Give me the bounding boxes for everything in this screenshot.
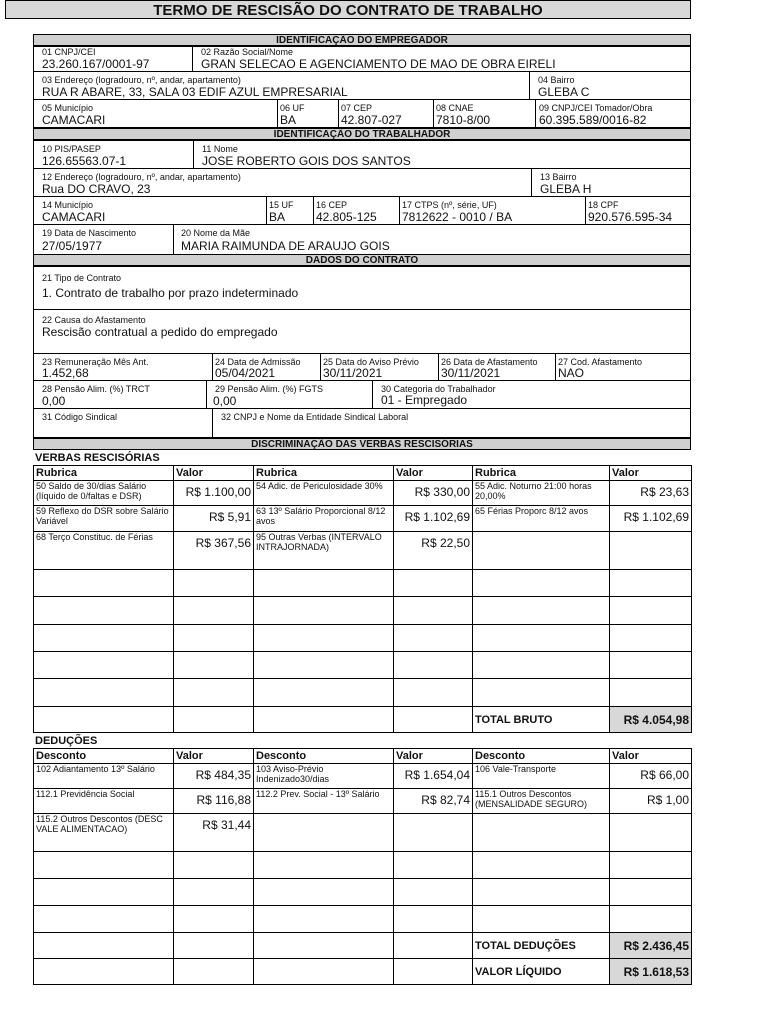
field-bairro-empregador: 04 Bairro GLEBA C	[529, 71, 691, 100]
col-valor: Valor	[394, 749, 473, 764]
col-valor: Valor	[174, 466, 254, 481]
deducoes-table	[33, 748, 692, 985]
empty-row	[34, 597, 692, 625]
field-data-admissao: 24 Data de Admissão 05/04/2021	[212, 353, 321, 381]
valor-cell: R$ 484,35	[174, 764, 254, 789]
desconto-cell: 115.1 Outros Descontos (MENSALIDADE SEGURO)	[473, 789, 610, 814]
col-valor: Valor	[174, 749, 254, 764]
empty-row	[34, 679, 692, 707]
field-causa-afastamento: 22 Causa do Afastamento Rescisão contratual a pedido do empregado	[33, 309, 691, 354]
section-verbas: DISCRIMINAÇÃO DAS VERBAS RESCISÓRIAS	[33, 438, 691, 450]
table-row	[34, 481, 692, 506]
field-razao-social: 02 Razão Social/Nome GRAN SELECAO E AGENCIAMENTO DE MAO DE OBRA EIRELI	[192, 46, 691, 72]
col-rubrica: Rubrica	[34, 466, 174, 481]
valor-cell: R$ 116,88	[174, 789, 254, 814]
total-bruto-value: R$ 4.054,98	[610, 707, 692, 733]
rubrica-cell: 55 Adic. Noturno 21:00 horas 20,00%	[473, 481, 610, 506]
rubrica-cell: 63 13º Salário Proporcional 8/12 avos	[254, 506, 394, 532]
valor-cell: R$ 22,50	[394, 532, 473, 570]
field-municipio-empregador: 05 Município CAMACARI	[33, 99, 278, 128]
deducoes-header-row	[34, 749, 692, 764]
verbas-header-row	[34, 466, 692, 481]
field-categoria: 30 Categoria do Trabalhador 01 - Empregado	[372, 380, 691, 409]
field-pensao-fgts: 29 Pensão Alim. (%) FGTS 0,00	[206, 380, 373, 409]
empty-row	[34, 879, 692, 906]
col-valor: Valor	[394, 466, 473, 481]
field-cod-afastamento: 27 Cod. Afastamento NAO	[555, 353, 691, 381]
field-tipo-contrato: 21 Tipo de Contrato 1. Contrato de trabalho por prazo indeterminado	[33, 266, 691, 310]
field-codigo-sindical: 31 Código Sindical	[33, 408, 213, 438]
field-uf-empregador: 06 UF BA	[277, 99, 339, 128]
field-nome-trabalhador: 11 Nome JOSE ROBERTO GOIS DOS SANTOS	[193, 140, 691, 169]
rubrica-cell	[473, 532, 610, 570]
field-pensao-trct: 28 Pensão Alim. (%) TRCT 0,00	[33, 380, 207, 409]
col-desconto: Desconto	[254, 749, 394, 764]
verbas-subtitle: VERBAS RESCISÓRIAS	[35, 452, 160, 464]
desconto-cell: 115.2 Outros Descontos (DESC VALE ALIMENTACAO)	[34, 814, 174, 852]
field-pis: 10 PIS/PASEP 126.65563.07-1	[33, 140, 194, 169]
desconto-cell	[254, 814, 394, 852]
valor-cell: R$ 82,74	[394, 789, 473, 814]
desconto-cell	[473, 814, 610, 852]
section-contrato: DADOS DO CONTRATO	[33, 254, 691, 266]
verbas-table	[33, 465, 692, 733]
empty-row	[34, 625, 692, 652]
total-bruto-row	[34, 707, 692, 733]
col-desconto: Desconto	[473, 749, 610, 764]
valor-cell: R$ 31,44	[174, 814, 254, 852]
empty-row	[34, 652, 692, 679]
col-valor: Valor	[610, 466, 692, 481]
total-deducoes-row	[34, 933, 692, 959]
rubrica-cell: 59 Reflexo do DSR sobre Salário Variável	[34, 506, 174, 532]
valor-cell: R$ 23,63	[610, 481, 692, 506]
valor-cell: R$ 1.100,00	[174, 481, 254, 506]
valor-liquido-label: VALOR LÍQUIDO	[473, 959, 610, 985]
field-endereco-trabalhador: 12 Endereço (logradouro, nº, andar, apartamento) Rua DO CRAVO, 23	[33, 168, 532, 197]
field-cnpj: 01 CNPJ/CEI 23.260.167/0001-97	[33, 46, 193, 72]
valor-cell	[394, 814, 473, 852]
field-cpf: 18 CPF 920.576.595-34	[585, 196, 691, 225]
table-row	[34, 506, 692, 532]
section-trabalhador: IDENTIFICAÇÃO DO TRABALHADOR	[33, 128, 691, 140]
field-ctps: 17 CTPS (nº, série, UF) 7812622 - 0010 / BA	[399, 196, 586, 225]
empty-row	[34, 906, 692, 933]
valor-cell: R$ 330,00	[394, 481, 473, 506]
table-row	[34, 764, 692, 789]
empty-row	[34, 852, 692, 879]
field-cnae: 08 CNAE 7810-8/00	[433, 99, 536, 128]
desconto-cell: 102 Adiantamento 13º Salário	[34, 764, 174, 789]
field-bairro-trabalhador: 13 Bairro GLEBA H	[531, 168, 691, 197]
valor-cell: R$ 1.102,69	[394, 506, 473, 532]
total-deducoes-value: R$ 2.436,45	[610, 933, 692, 959]
valor-cell: R$ 1,00	[610, 789, 692, 814]
field-nome-mae: 20 Nome da Mãe MARIA RAIMUNDA DE ARAUJO GOIS	[173, 224, 691, 255]
desconto-cell: 112.2 Prev. Social - 13º Salário	[254, 789, 394, 814]
field-municipio-trabalhador: 14 Município CAMACARI	[33, 196, 267, 225]
desconto-cell: 103 Aviso-Prévio Indenizado30/dias	[254, 764, 394, 789]
col-rubrica: Rubrica	[473, 466, 610, 481]
field-uf-trabalhador: 15 UF BA	[266, 196, 314, 225]
field-data-aviso: 25 Data do Aviso Prévio 30/11/2021	[320, 353, 439, 381]
valor-liquido-row	[34, 959, 692, 985]
valor-liquido-value: R$ 1.618,53	[610, 959, 692, 985]
valor-cell: R$ 1.654,04	[394, 764, 473, 789]
valor-cell: R$ 5,91	[174, 506, 254, 532]
field-cep-trabalhador: 16 CEP 42.805-125	[313, 196, 400, 225]
rubrica-cell: 50 Saldo de 30/dias Salário (líquido de 0/faltas e DSR)	[34, 481, 174, 506]
valor-cell	[610, 532, 692, 570]
rubrica-cell: 54 Adic. de Periculosidade 30%	[254, 481, 394, 506]
total-bruto-label: TOTAL BRUTO	[473, 707, 610, 733]
field-cnpj-tomador: 09 CNPJ/CEI Tomador/Obra 60.395.589/0016-82	[535, 99, 691, 128]
field-endereco-empregador: 03 Endereço (logradouro, nº, andar, apartamento) RUA R ABARE, 33, SALA 03 EDIF AZUL EMPRESARIAL	[33, 71, 530, 100]
rubrica-cell: 65 Férias Proporc 8/12 avos	[473, 506, 610, 532]
table-row	[34, 789, 692, 814]
desconto-cell: 106 Vale-Transporte	[473, 764, 610, 789]
empty-row	[34, 570, 692, 597]
table-row	[34, 532, 692, 570]
valor-cell: R$ 66,00	[610, 764, 692, 789]
valor-cell	[610, 814, 692, 852]
form-title: TERMO DE RESCISÃO DO CONTRATO DE TRABALHO	[5, 0, 691, 19]
valor-cell: R$ 1.102,69	[610, 506, 692, 532]
table-row	[34, 814, 692, 852]
rubrica-cell: 95 Outras Verbas (INTERVALO INTRAJORNADA)	[254, 532, 394, 570]
col-valor: Valor	[610, 749, 692, 764]
deducoes-subtitle: DEDUÇÕES	[35, 735, 98, 747]
rubrica-cell: 68 Terço Constituc. de Férias	[34, 532, 174, 570]
field-data-nascimento: 19 Data de Nascimento 27/05/1977	[33, 224, 174, 255]
section-empregador: IDENTIFICAÇÃO DO EMPREGADOR	[33, 34, 691, 46]
total-deducoes-label: TOTAL DEDUÇÕES	[473, 933, 610, 959]
col-desconto: Desconto	[34, 749, 174, 764]
field-data-afastamento: 26 Data de Afastamento 30/11/2021	[438, 353, 556, 381]
field-entidade-sindical: 32 CNPJ e Nome da Entidade Sindical Laboral	[212, 408, 691, 438]
valor-cell: R$ 367,56	[174, 532, 254, 570]
field-cep-empregador: 07 CEP 42.807-027	[338, 99, 434, 128]
desconto-cell: 112.1 Previdência Social	[34, 789, 174, 814]
field-remuneracao: 23 Remuneração Mês Ant. 1.452,68	[33, 353, 213, 381]
col-rubrica: Rubrica	[254, 466, 394, 481]
